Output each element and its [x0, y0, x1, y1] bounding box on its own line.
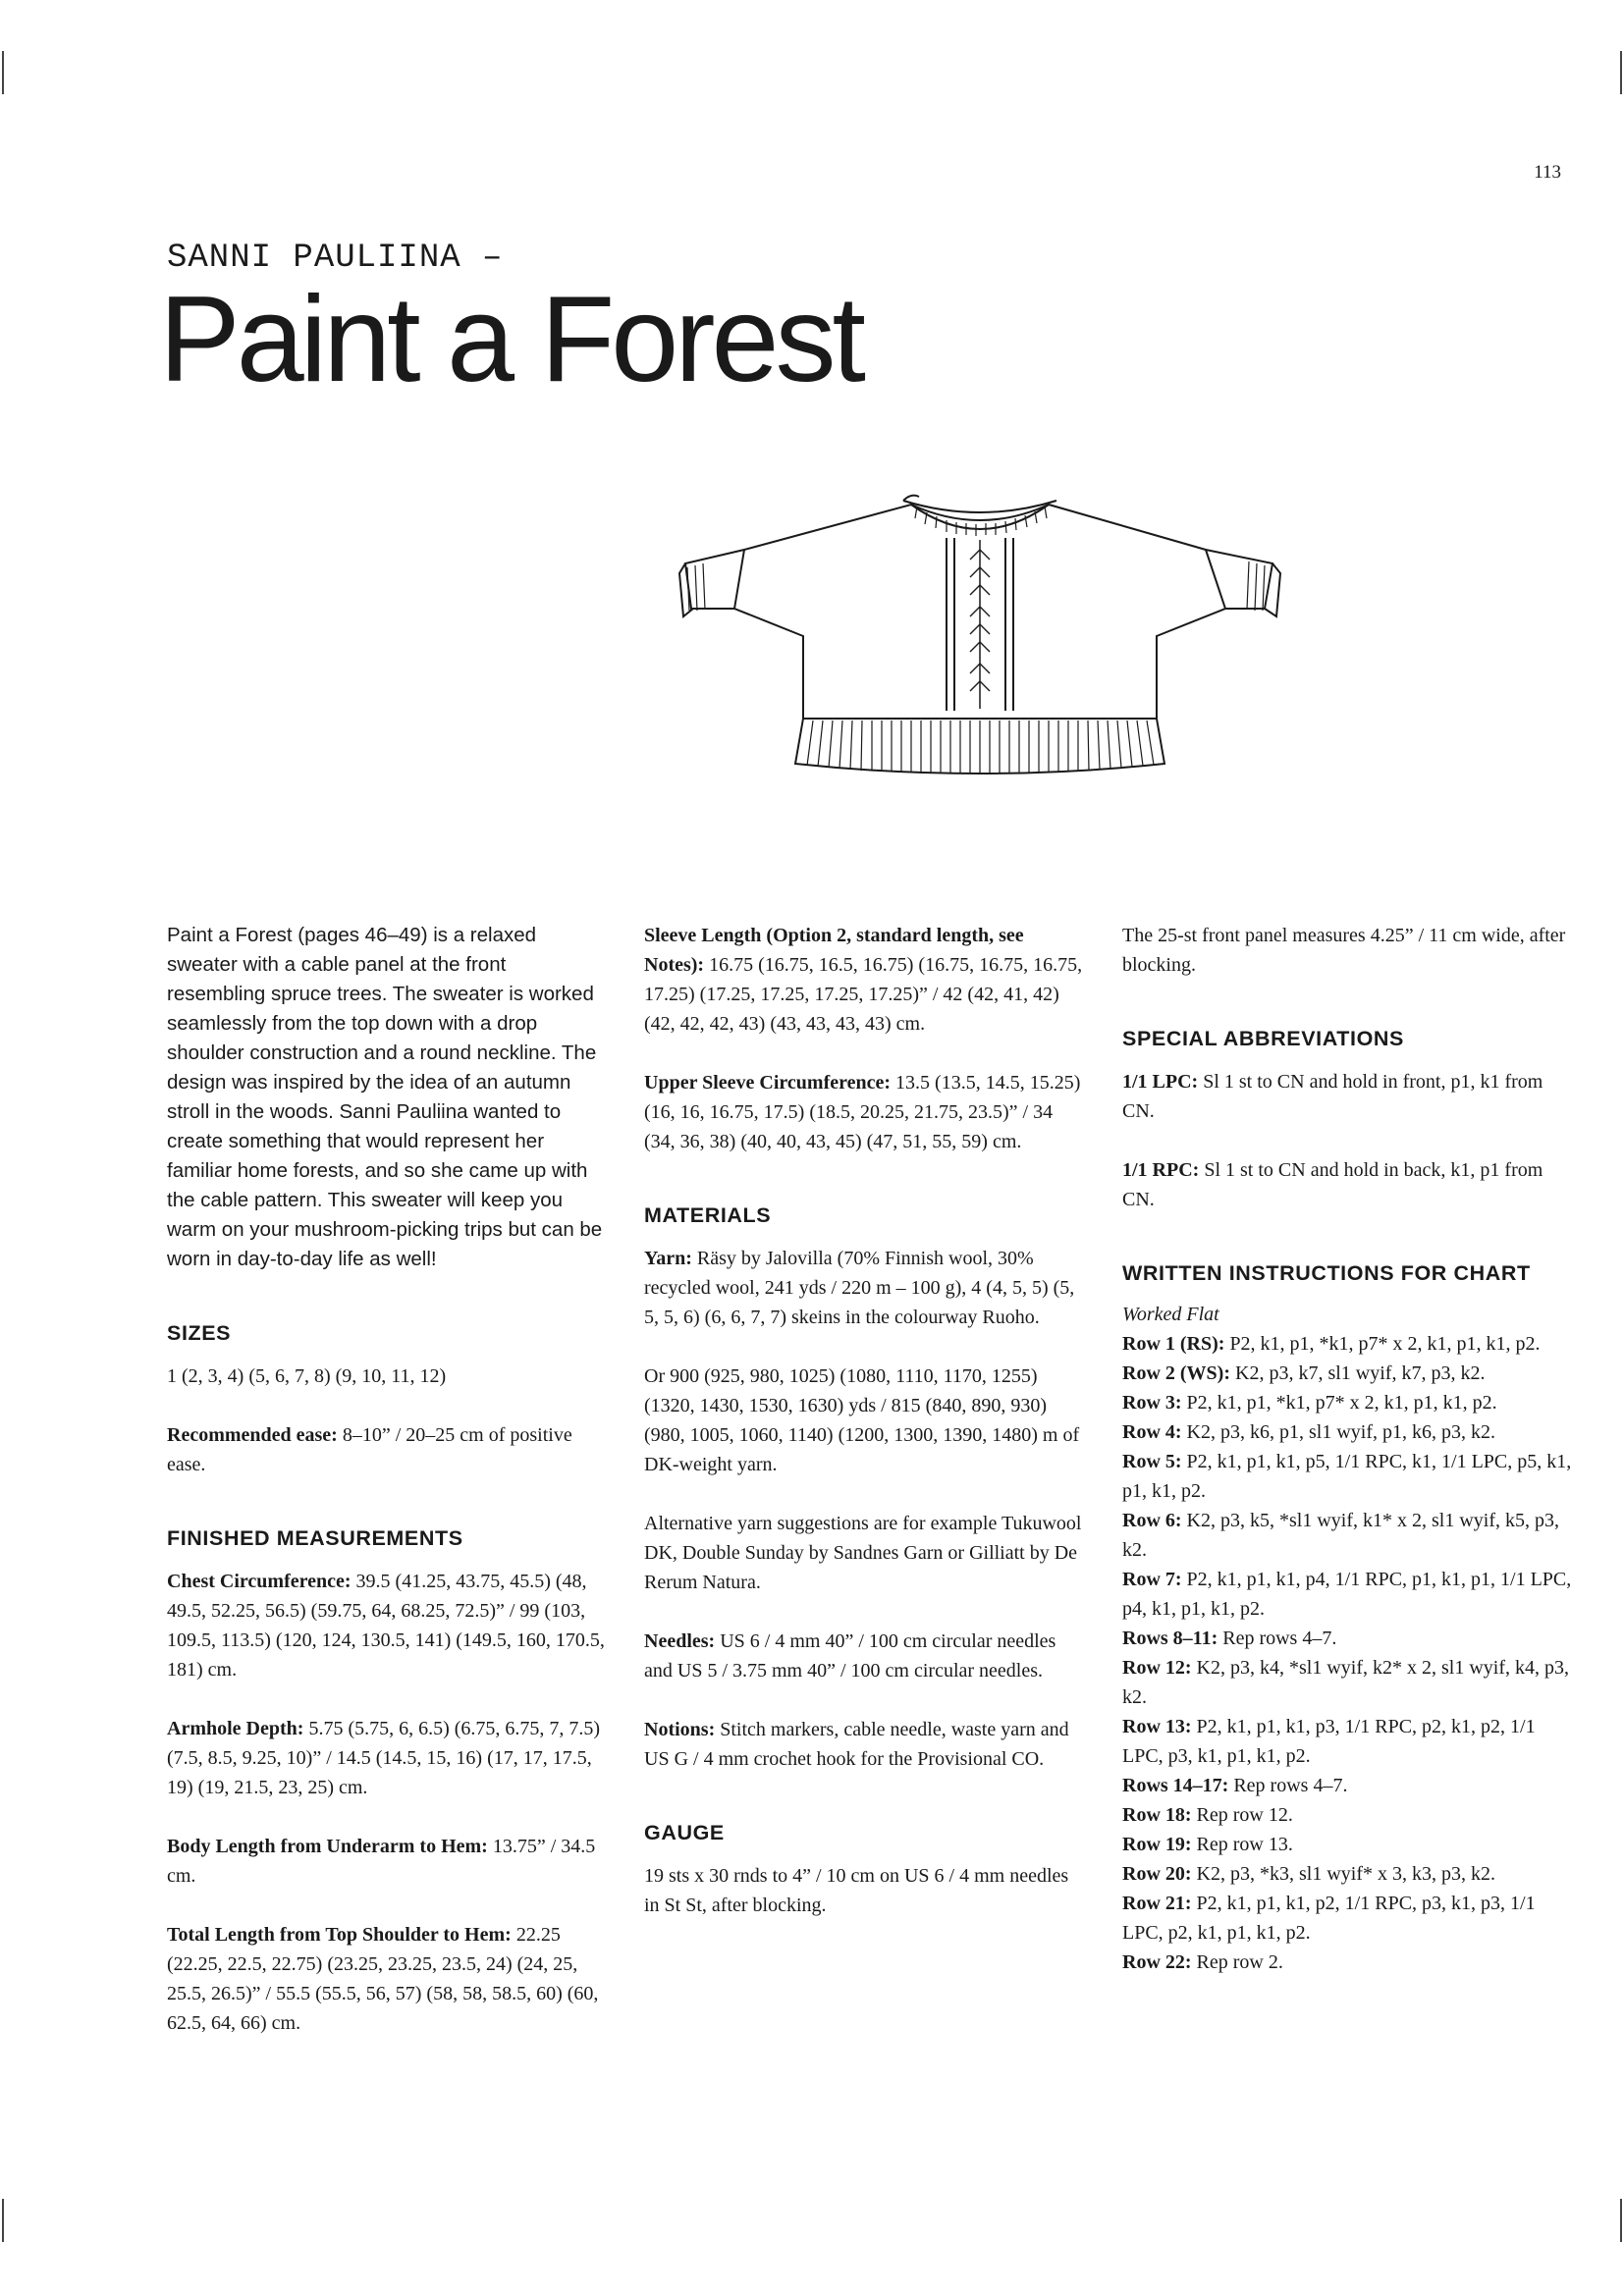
measurement-value: 39.5 (41.25, 43.75, 45.5) (48, 49.5, 52.25, 56.5) (59.75, 64, 68.25, 72.5)” / 99 (103, 109.5, 113.5) (120, 124, 130.5, 141) (149.5, 160, 170.5, 181) cm.: [167, 1571, 605, 1681]
crop-mark-bottom-right: [1620, 2199, 1622, 2242]
row-value: P2, k1, p1, k1, p2, 1/1 RPC, p3, k1, p3, 1/1 LPC, p2, k1, p1, k1, p2.: [1122, 1893, 1536, 1944]
materials-heading: MATERIALS: [644, 1203, 772, 1227]
yarn-suggestions: Alternative yarn suggestions are for example Tukuwool DK, Double Sunday by Sandnes Garn or Gilliatt by De Rerum Natura.: [644, 1513, 1082, 1593]
abbreviation-label: 1/1 RPC:: [1122, 1159, 1200, 1181]
sizes-list: 1 (2, 3, 4) (5, 6, 7, 8) (9, 10, 11, 12): [167, 1365, 447, 1387]
row-value: Rep rows 4–7.: [1218, 1628, 1337, 1649]
gauge-heading: GAUGE: [644, 1821, 725, 1844]
row-label: Rows 14–17:: [1122, 1775, 1229, 1796]
abbreviation-value: Sl 1 st to CN and hold in back, k1, p1 from CN.: [1122, 1159, 1543, 1210]
intro-paragraph: Paint a Forest (pages 46–49) is a relaxed sweater with a cable panel at the front resembling spruce trees. The sweater is worked seamlessly from the top down with a drop shoulder construction and a round neckline. The design was inspired by the idea of an autumn stroll in the woods. Sanni Pauliina wanted to create something that would represent her familiar home forests, and so she came up with the cable pattern. This sweater will keep you warm on your mushroom-picking trips but can be worn in day-to-day life as well!: [167, 924, 603, 1270]
row-label: Row 4:: [1122, 1421, 1182, 1443]
abbreviation-label: 1/1 LPC:: [1122, 1071, 1199, 1093]
crop-mark-bottom-left: [2, 2199, 4, 2242]
measurement-value: 16.75 (16.75, 16.5, 16.75) (16.75, 16.75, 16.75, 17.25) (17.25, 17.25, 17.25, 17.25)” / 42 (42, 41, 42) (42, 42, 42, 43) (43, 43, 43, 43) cm.: [644, 954, 1083, 1035]
total-length: [167, 1920, 607, 2038]
chart-row: [1122, 1388, 1574, 1417]
row-value: K2, p3, k6, p1, sl1 wyif, p1, k6, p3, k2.: [1181, 1421, 1495, 1443]
measurement-label: Chest Circumference:: [167, 1571, 352, 1592]
notions-value: Stitch markers, cable needle, waste yarn and US G / 4 mm crochet hook for the Provisional CO.: [644, 1719, 1069, 1770]
abbreviation-rpc: [1122, 1155, 1574, 1214]
body-length: [167, 1832, 607, 1891]
chart-row: [1122, 1859, 1574, 1889]
row-label: Row 21:: [1122, 1893, 1192, 1914]
measurement-label: Armhole Depth:: [167, 1718, 304, 1739]
row-value: Rep row 13.: [1191, 1834, 1293, 1855]
measurement-label: Upper Sleeve Circumference:: [644, 1072, 892, 1094]
row-label: Row 1 (RS):: [1122, 1333, 1225, 1355]
chart-row: [1122, 1506, 1574, 1565]
row-value: Rep row 2.: [1191, 1951, 1283, 1973]
page-number: 113: [1534, 162, 1561, 183]
chart-row: [1122, 1771, 1574, 1800]
yarn-label: Yarn:: [644, 1248, 692, 1269]
notions-label: Notions:: [644, 1719, 716, 1740]
chart-row: [1122, 1830, 1574, 1859]
needles: [644, 1627, 1084, 1685]
chart-row: [1122, 1329, 1574, 1359]
column-right: [1122, 921, 1574, 1977]
sweater-schematic-icon: [676, 479, 1284, 842]
yarn-alternative-amounts: Or 900 (925, 980, 1025) (1080, 1110, 1170, 1255) (1320, 1430, 1530, 1630) yds / 815 (840, 890, 930) (980, 1005, 1060, 1140) (1200, 1300, 1390, 1480) m of DK-weight yarn.: [644, 1365, 1080, 1475]
chart-subheading: [1122, 1300, 1574, 1329]
measurement-value: 22.25 (22.25, 22.5, 22.75) (23.25, 23.25, 23.5, 24) (24, 25, 25.5, 26.5)” / 55.5 (55.5, 56, 57) (58, 58, 58.5, 60) (60, 62.5, 64, 66) cm.: [167, 1924, 599, 2034]
row-value: K2, p3, *k3, sl1 wyif* x 3, k3, p3, k2.: [1191, 1863, 1495, 1885]
row-label: Rows 8–11:: [1122, 1628, 1218, 1649]
row-label: Row 2 (WS):: [1122, 1362, 1230, 1384]
measurement-label: Total Length from Top Shoulder to Hem:: [167, 1924, 512, 1946]
needles-value: US 6 / 4 mm 40” / 100 cm circular needles and US 5 / 3.75 mm 40” / 100 cm circular needles.: [644, 1630, 1056, 1682]
row-label: Row 18:: [1122, 1804, 1192, 1826]
chart-instructions-heading: WRITTEN INSTRUCTIONS FOR CHART: [1122, 1261, 1531, 1285]
row-value: Rep rows 4–7.: [1228, 1775, 1348, 1796]
upper-sleeve-circumference: [644, 1068, 1084, 1156]
chart-row: [1122, 1653, 1574, 1712]
row-label: Row 6:: [1122, 1510, 1182, 1531]
crop-mark-top-left: [2, 51, 4, 94]
column-middle: [644, 921, 1084, 1920]
needles-label: Needles:: [644, 1630, 716, 1652]
chart-row: [1122, 1800, 1574, 1830]
row-value: P2, k1, p1, *k1, p7* x 2, k1, p1, k1, p2.: [1181, 1392, 1497, 1414]
chart-row: [1122, 1447, 1574, 1506]
chart-row: [1122, 1712, 1574, 1771]
row-value: P2, k1, p1, k1, p4, 1/1 RPC, p1, k1, p1, 1/1 LPC, p4, k1, p1, k1, p2.: [1122, 1569, 1572, 1620]
chart-row: [1122, 1565, 1574, 1624]
measurement-value: 5.75 (5.75, 6, 6.5) (6.75, 6.75, 7, 7.5) (7.5, 8.5, 9.25, 10)” / 14.5 (14.5, 15, 16) (17, 17, 17.5, 19) (19, 21.5, 23, 25) cm.: [167, 1718, 601, 1798]
row-value: K2, p3, k7, sl1 wyif, k7, p3, k2.: [1230, 1362, 1486, 1384]
measurement-value: 13.75” / 34.5 cm.: [167, 1836, 596, 1887]
armhole-depth: [167, 1714, 607, 1802]
chart-rows: [1122, 1329, 1574, 1977]
row-label: Row 12:: [1122, 1657, 1192, 1679]
row-label: Row 3:: [1122, 1392, 1182, 1414]
measurement-label: Sleeve Length (Option 2, standard length, see Notes):: [644, 925, 1024, 976]
chest-circumference: [167, 1567, 607, 1684]
row-value: P2, k1, p1, k1, p5, 1/1 RPC, k1, 1/1 LPC, p5, k1, p1, k1, p2.: [1122, 1451, 1572, 1502]
row-label: Row 19:: [1122, 1834, 1192, 1855]
page-title: Paint a Forest: [159, 272, 862, 407]
row-value: K2, p3, k5, *sl1 wyif, k1* x 2, sl1 wyif, k5, p3, k2.: [1122, 1510, 1559, 1561]
row-label: Row 20:: [1122, 1863, 1192, 1885]
row-value: P2, k1, p1, k1, p3, 1/1 RPC, p2, k1, p2, 1/1 LPC, p3, k1, p1, k1, p2.: [1122, 1716, 1536, 1767]
column-left: [167, 921, 607, 2038]
measurement-label: Body Length from Underarm to Hem:: [167, 1836, 488, 1857]
yarn: [644, 1244, 1084, 1332]
measurement-value: 13.5 (13.5, 14.5, 15.25) (16, 16, 16.75, 17.5) (18.5, 20.25, 21.75, 23.5)” / 34 (34, 36, 38) (40, 40, 43, 45) (47, 51, 55, 59) cm.: [644, 1072, 1081, 1152]
chart-row: [1122, 1624, 1574, 1653]
worked-flat-label: Worked Flat: [1122, 1304, 1219, 1325]
chart-row: [1122, 1359, 1574, 1388]
designer-name: SANNI PAULIINA –: [167, 240, 504, 277]
gauge-text: 19 sts x 30 rnds to 4” / 10 cm on US 6 / 4 mm needles in St St, after blocking.: [644, 1865, 1069, 1916]
chart-row: [1122, 1948, 1574, 1977]
ease-label: Recommended ease:: [167, 1424, 338, 1446]
panel-width: The 25-st front panel measures 4.25” / 11 cm wide, after blocking.: [1122, 925, 1566, 976]
ease-value: 8–10” / 20–25 cm of positive ease.: [167, 1424, 572, 1475]
yarn-value: Räsy by Jalovilla (70% Finnish wool, 30% recycled wool, 241 yds / 220 m – 100 g), 4 (4, 5, 5) (5, 5, 5, 6) (6, 6, 7, 7) skeins in the colourway Ruoho.: [644, 1248, 1075, 1328]
chart-row: [1122, 1889, 1574, 1948]
row-value: P2, k1, p1, *k1, p7* x 2, k1, p1, k1, p2.: [1224, 1333, 1541, 1355]
crop-mark-top-right: [1620, 51, 1622, 94]
sizes-heading: SIZES: [167, 1321, 232, 1345]
row-value: K2, p3, k4, *sl1 wyif, k2* x 2, sl1 wyif, k4, p3, k2.: [1122, 1657, 1569, 1708]
row-label: Row 7:: [1122, 1569, 1182, 1590]
special-abbreviations-heading: SPECIAL ABBREVIATIONS: [1122, 1027, 1404, 1050]
abbreviation-value: Sl 1 st to CN and hold in front, p1, k1 from CN.: [1122, 1071, 1543, 1122]
row-label: Row 13:: [1122, 1716, 1192, 1737]
abbreviation-lpc: [1122, 1067, 1574, 1126]
row-label: Row 22:: [1122, 1951, 1192, 1973]
chart-row: [1122, 1417, 1574, 1447]
recommended-ease: [167, 1420, 607, 1479]
notions: [644, 1715, 1084, 1774]
row-value: Rep row 12.: [1191, 1804, 1293, 1826]
sleeve-length: [644, 921, 1084, 1039]
finished-measurements-heading: FINISHED MEASUREMENTS: [167, 1526, 463, 1550]
row-label: Row 5:: [1122, 1451, 1182, 1472]
